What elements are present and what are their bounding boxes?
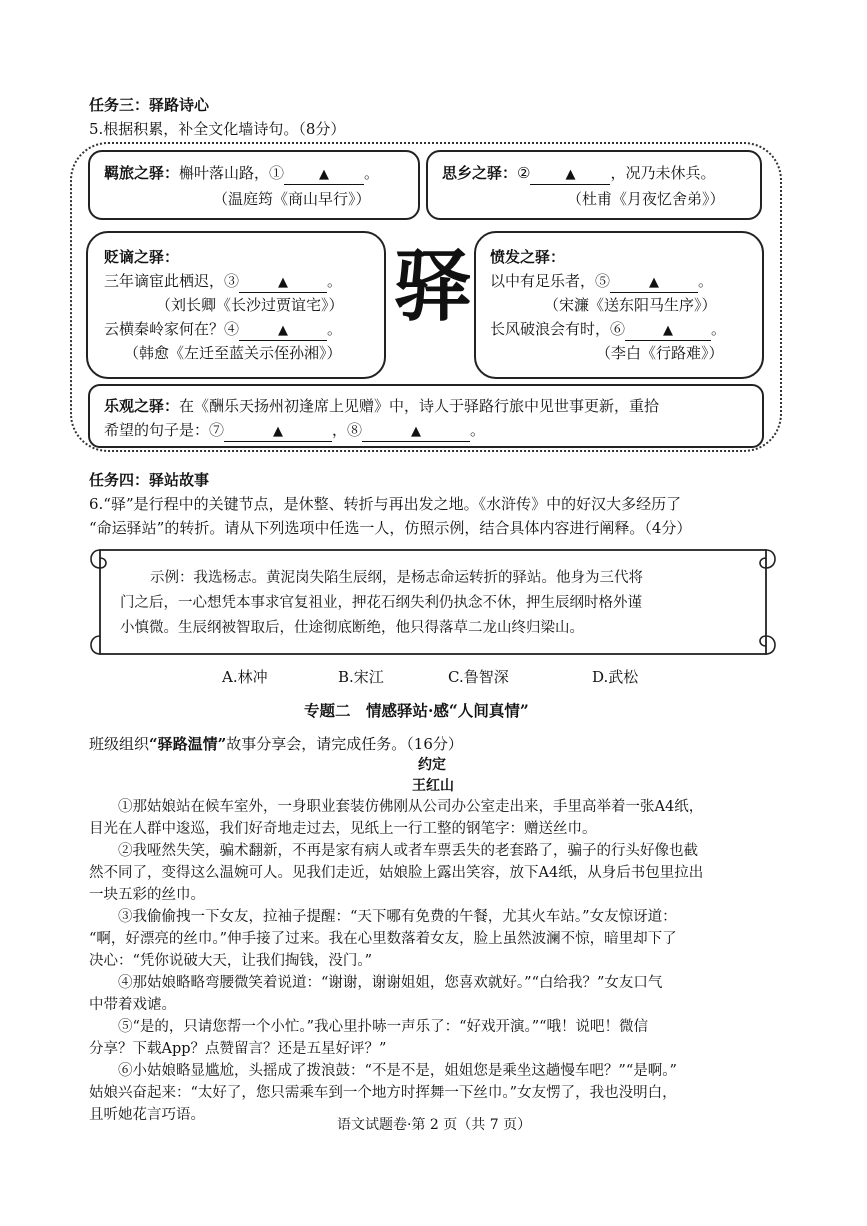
story-title: 约定 bbox=[418, 757, 446, 773]
blank-8-mark: ▲ bbox=[411, 424, 422, 439]
bubble-homesick-num: ② bbox=[517, 164, 531, 182]
bubble-aspire-source1: （宋濂《送东阳马生序》） bbox=[544, 296, 717, 314]
page-footer: 语文试题卷·第 2 页（共 7 页） bbox=[337, 1117, 532, 1133]
bubble-travel-line bbox=[104, 162, 379, 185]
bubble-aspire-line2 bbox=[490, 318, 726, 341]
option-b[interactable]: B.宋江 bbox=[338, 668, 384, 686]
topic2-title: 专题二 情感驿站·感“人间真情” bbox=[304, 701, 529, 720]
blank-7-mark: ▲ bbox=[273, 424, 284, 439]
topic2-intro bbox=[89, 733, 463, 755]
example-box bbox=[120, 566, 643, 641]
story-body bbox=[89, 796, 779, 1126]
story-paragraph-5-line-2: 分享？下载App？点赞留言？还是五星好评？” bbox=[89, 1041, 387, 1057]
bubble-homesick-line bbox=[442, 162, 715, 185]
question-5: 5.根据积累，补全文化墙诗句。（8分） bbox=[89, 120, 346, 138]
bubble-optimism-label: 乐观之驿： bbox=[104, 397, 180, 415]
story-paragraph-1-line-1: ①那姑娘站在候车室外，一身职业套装仿佛刚从公司办公室走出来，手里高举着一张A4纸， bbox=[118, 799, 704, 815]
bubble-optimism-line2 bbox=[104, 419, 485, 442]
story-paragraph-4-line-1: ④那姑娘略略弯腰微笑着说道：“谢谢，谢谢姐姐，您喜欢就好。”“白给我？”女友口气 bbox=[118, 975, 663, 991]
bubble-homesick-text: ，况乃未休兵。 bbox=[610, 164, 716, 182]
bubble-exile-line2 bbox=[104, 318, 342, 341]
question-6-line2: “命运驿站”的转折。请从下列选项中任选一人，仿照示例，结合具体内容进行阐释。（4分） bbox=[89, 519, 692, 537]
story-paragraph-2-line-3: 一块五彩的丝巾。 bbox=[89, 887, 205, 903]
bubble-travel-text: 槲叶落山路，① bbox=[179, 164, 285, 182]
story-paragraph-6-line-1: ⑥小姑娘略显尴尬，头摇成了拨浪鼓：“不是不是，姐姐您是乘坐这趟慢车吧？”“是啊。” bbox=[118, 1063, 677, 1079]
blank-2[interactable] bbox=[530, 164, 610, 185]
story-paragraph-6-line-3: 且听她花言巧语。 bbox=[89, 1107, 205, 1123]
story-paragraph-3-line-1: ③我偷偷拽一下女友，拉袖子提醒：“天下哪有免费的午餐，尤其火车站。”女友惊讶道： bbox=[118, 909, 677, 925]
task3-heading: 任务三：驿路诗心 bbox=[89, 96, 210, 114]
blank-3-mark: ▲ bbox=[278, 275, 289, 290]
blank-1-mark: ▲ bbox=[319, 167, 330, 182]
bubble-aspire-line1 bbox=[490, 270, 713, 293]
bubble-aspire-tail2: 。 bbox=[711, 320, 727, 338]
bubble-homesick-source: （杜甫《月夜忆舍弟》） bbox=[567, 190, 725, 208]
bubble-exile-line1 bbox=[104, 270, 342, 293]
example-line2: 门之后，一心想凭本事求官复祖业，押花石纲失利仍执念不休，押生辰纲时格外谨 bbox=[120, 595, 642, 611]
bubble-travel-tail: 。 bbox=[364, 164, 380, 182]
blank-6-mark: ▲ bbox=[663, 323, 674, 338]
bubble-aspire-source2: （李白《行路难》） bbox=[596, 344, 724, 362]
bubble-homesick-label: 思乡之驿： bbox=[442, 164, 518, 182]
story-paragraph-3-line-3: 决心：“凭你说破大天，让我们掏钱，没门。” bbox=[89, 953, 373, 969]
blank-6[interactable] bbox=[625, 320, 711, 341]
bubble-optimism-mid: ，⑧ bbox=[332, 421, 363, 439]
blank-5[interactable] bbox=[610, 272, 698, 293]
bubble-travel-source: （温庭筠《商山早行》） bbox=[213, 190, 371, 208]
bubble-optimism-text2: 希望的句子是：⑦ bbox=[104, 421, 225, 439]
bubble-exile-label: 贬谪之驿： bbox=[104, 248, 180, 266]
center-character: 驿 bbox=[394, 241, 473, 332]
blank-1[interactable] bbox=[284, 164, 364, 185]
bubble-exile-tail2: 。 bbox=[327, 320, 343, 338]
bubble-travel-label: 羁旅之驿： bbox=[104, 164, 180, 182]
bubble-optimism-text: 在《酬乐天扬州初逢席上见赠》中，诗人于驿路行旅中见世事更新，重拾 bbox=[179, 397, 660, 415]
story-paragraph-5-line-1: ⑤“是的，只请您帮一个小忙。”我心里扑哧一声乐了：“好戏开演。”“哦！说吧！微信 bbox=[118, 1019, 649, 1035]
bubble-exile-text2: 云横秦岭家何在？④ bbox=[104, 320, 240, 338]
bubble-exile-text1: 三年谪宦此栖迟，③ bbox=[104, 272, 240, 290]
topic2-intro-post: 故事分享会，请完成任务。（16分） bbox=[226, 735, 463, 753]
blank-3[interactable] bbox=[239, 272, 327, 293]
bubble-aspire-label: 愤发之驿： bbox=[490, 248, 566, 266]
bubble-aspire-text2: 长风破浪会有时，⑥ bbox=[490, 320, 626, 338]
story-author: 王红山 bbox=[412, 778, 454, 794]
story-paragraph-2-line-1: ②我哑然失笑，骗术翻新，不再是家有病人或者车票丢失的老套路了，骗子的行头好像也截 bbox=[118, 843, 698, 859]
example-line1: 示例：我选杨志。黄泥岗失陷生辰纲，是杨志命运转折的驿站。他身为三代将 bbox=[150, 570, 643, 586]
blank-2-mark: ▲ bbox=[565, 167, 576, 182]
topic2-intro-bold: “驿路温情” bbox=[149, 735, 227, 753]
example-line3: 小慎微。生辰纲被智取后，仕途彻底断绝，他只得落草二龙山终归梁山。 bbox=[120, 620, 584, 636]
bubble-optimism-line1 bbox=[104, 395, 659, 417]
blank-8[interactable] bbox=[362, 421, 470, 442]
question-6-line1: 6.“驿”是行程中的关键节点，是休整、转折与再出发之地。《水浒传》中的好汉大多经历了 bbox=[89, 495, 682, 513]
bubble-exile-source1: （刘长卿《长沙过贾谊宅》） bbox=[156, 296, 344, 314]
option-d[interactable]: D.武松 bbox=[592, 668, 639, 686]
story-paragraph-4-line-2: 中带着戏谑。 bbox=[89, 997, 176, 1013]
topic2-intro-pre: 班级组织 bbox=[89, 735, 150, 753]
bubble-optimism-tail: 。 bbox=[470, 421, 486, 439]
bubble-exile-source2: （韩愈《左迁至蓝关示侄孙湘》） bbox=[124, 344, 342, 362]
option-c[interactable]: C.鲁智深 bbox=[448, 668, 509, 686]
option-a[interactable]: A.林冲 bbox=[222, 668, 268, 686]
story-paragraph-6-line-2: 姑娘兴奋起来：“太好了，您只需乘车到一个地方时挥舞一下丝巾。”女友愣了，我也没明白， bbox=[89, 1085, 677, 1101]
story-paragraph-2-line-2: 然不同了，变得这么温婉可人。见我们走近，姑娘脸上露出笑容，放下A4纸，从身后书包里拉出 bbox=[89, 865, 704, 881]
blank-5-mark: ▲ bbox=[649, 275, 660, 290]
story-paragraph-1-line-2: 目光在人群中逡巡，我们好奇地走过去，见纸上一行工整的钢笔字：赠送丝巾。 bbox=[89, 821, 597, 837]
blank-4[interactable] bbox=[239, 320, 327, 341]
story-paragraph-3-line-2: “啊，好漂亮的丝巾。”伸手接了过来。我在心里数落着女友，脸上虽然波澜不惊，暗里却下了 bbox=[89, 931, 677, 947]
bubble-exile-tail1: 。 bbox=[327, 272, 343, 290]
bubble-aspire-tail1: 。 bbox=[698, 272, 714, 290]
blank-7[interactable] bbox=[224, 421, 332, 442]
blank-4-mark: ▲ bbox=[278, 323, 289, 338]
task4-heading: 任务四：驿站故事 bbox=[89, 471, 210, 489]
bubble-aspire-text1: 以中有足乐者，⑤ bbox=[490, 272, 611, 290]
